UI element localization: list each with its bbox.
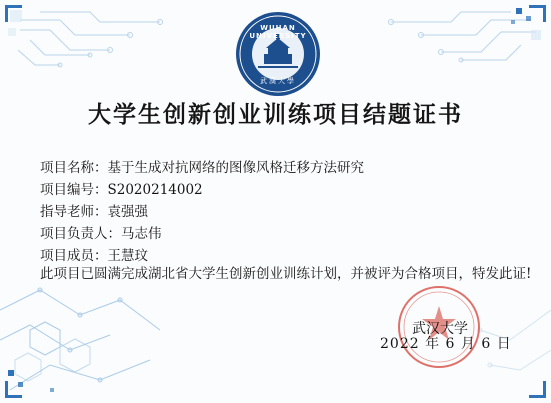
project-info [40,157,520,267]
field-label: 项目成员： [40,248,108,264]
field-value: S2020214002 [107,182,203,198]
issuer-name: 武汉大学 [412,321,468,337]
emblem-motto-text: 武漢大學 [260,77,296,85]
bottom-left-network-decoration [0,270,170,403]
field-label: 指导老师： [40,204,108,220]
field-advisor [40,201,520,223]
field-project-name [40,157,520,179]
certification-statement: 此项目已圆满完成湖北省大学生创新创业训练计划，并被评为合格项目，特发此证! [40,266,532,282]
emblem-name-text: WUHAN UNIVERSITY [249,24,307,40]
field-label: 项目负责人： [40,226,121,242]
field-label: 项目名称： [40,160,108,176]
issue-date: 2022 年 6 月 6 日 [380,336,512,352]
field-value: 袁强强 [107,204,148,220]
certificate-title: 大学生创新创业训练项目结题证书 [88,101,463,128]
field-label: 项目编号： [40,182,108,198]
top-left-circuit-decoration [0,0,200,90]
field-value: 王慧玟 [107,248,148,264]
university-emblem [234,10,322,98]
field-project-number [40,179,520,201]
frame-corner-top-left [5,5,22,22]
frame-corner-bottom-right [529,381,546,398]
frame-corner-top-right [529,5,546,22]
top-right-circuit-decoration [351,0,551,95]
field-project-leader [40,223,520,245]
field-value: 基于生成对抗网络的图像风格迁移方法研究 [107,160,364,176]
field-value: 马志伟 [121,226,162,242]
frame-corner-bottom-left [5,381,22,398]
